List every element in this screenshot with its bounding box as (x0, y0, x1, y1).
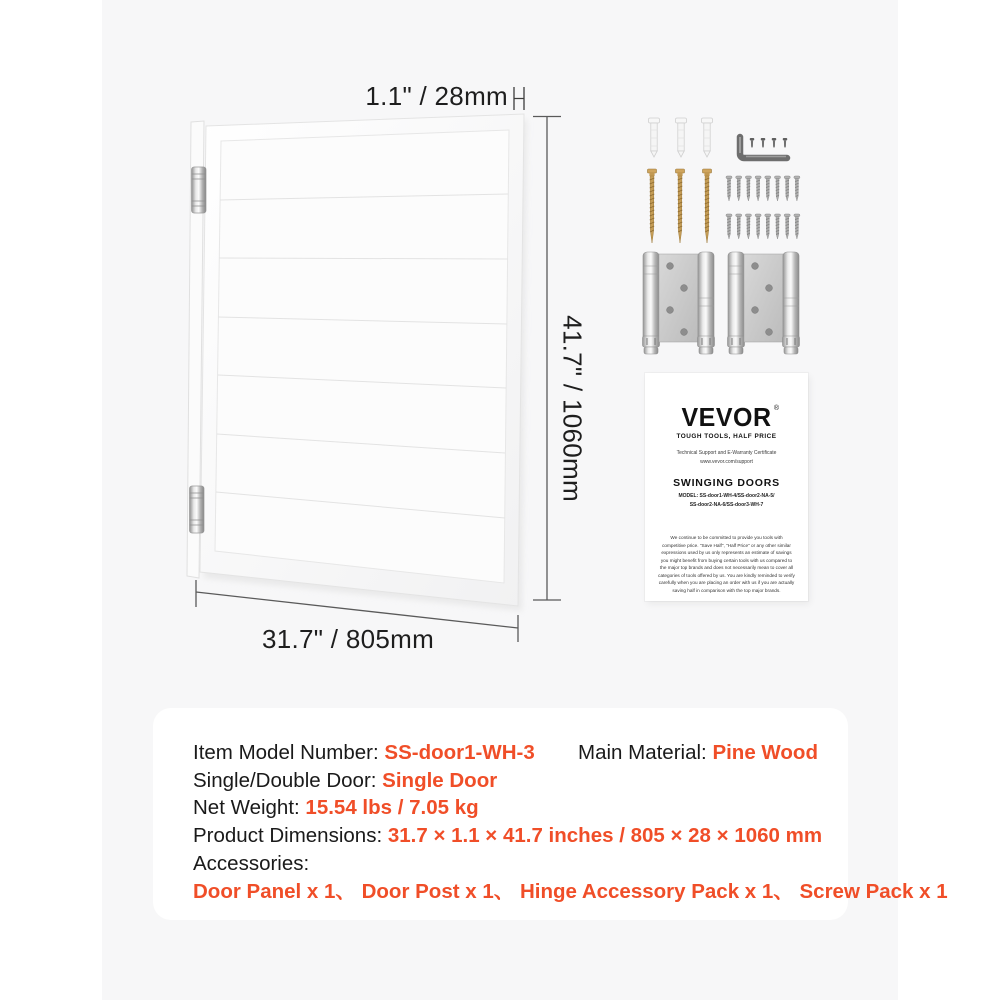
spec-content (193, 739, 948, 905)
hardware-kit (628, 105, 818, 370)
screw-icon (755, 214, 761, 239)
screw-icon (794, 176, 800, 201)
door-hinge-bottom-icon (190, 486, 205, 533)
screw-icon (775, 176, 781, 201)
screw-icon (784, 176, 790, 201)
manual-support-line1: Technical Support and E-Warranty Certificate (676, 450, 777, 456)
door-type-value: Single Door (382, 768, 498, 792)
spec-row-door-type (193, 767, 824, 795)
spec-col-material (578, 739, 818, 767)
small-screw-icon (750, 138, 754, 148)
spec-panel (153, 708, 948, 920)
manual-support-line2: www.vevor.com/support (700, 458, 753, 465)
small-screw-icon (761, 138, 765, 148)
spring-hinge-icon (643, 252, 715, 354)
small-screw-icon (783, 138, 787, 148)
spec-row-model (193, 739, 824, 767)
manual-title: SWINGING DOORS (673, 477, 780, 489)
material-value: Pine Wood (712, 741, 818, 764)
thickness-tick-icon (514, 87, 524, 110)
accessories-label: Accessories: (193, 851, 310, 875)
gold-screw-icon (648, 169, 657, 243)
manual-disclaimer: We continue to be committed to provide you tools with competitive price. "Save Half", "Half Price" or any other similar expressions used by us only represents an estimate of savings you might benefit from buying certain tools with us compared to the major top brands and does not necessarily mean to cover all categories of tools offered by us. You are kindly reminded to verify carefully when you are placing an order with us if you are actually saving half in comparison with the top major brands. (658, 535, 795, 593)
wall-anchor-icon (702, 118, 713, 157)
width-dimension-label: 31.7" / 805mm (261, 624, 435, 654)
gold-screw-icon (703, 169, 712, 243)
screw-icon (755, 176, 761, 201)
spec-row-dimensions (193, 822, 824, 850)
manual-model-line1: MODEL: SS-door1-WH-4/SS-door2-NA-5/ (678, 493, 775, 499)
screw-icon (784, 214, 790, 239)
thickness-dimension-label: 1.1" / 28mm (365, 81, 508, 111)
wall-anchor-icon (649, 118, 660, 157)
spec-row-accessories-value (193, 878, 948, 906)
height-dimension-label: 41.7" / 1060mm (557, 315, 588, 502)
manual-model-line2: SS-door2-NA-6/SS-door3-WH-7 (689, 502, 764, 508)
screw-icon (745, 214, 751, 239)
spec-row-accessories-label (193, 850, 824, 878)
manual-brand-logo: VEVOR ® (681, 403, 780, 433)
item-model-label: Item Model Number: (193, 741, 385, 764)
dimensions-value: 31.7 × 1.1 × 41.7 inches / 805 × 28 × 1060 mm (387, 824, 823, 848)
wall-anchor-icon (676, 118, 687, 157)
accessories-value: Door Panel x 1、 Door Post x 1、 Hinge Accessory Pack x 1、 Screw Pack x 1 (193, 879, 948, 903)
door-hinge-top-icon (192, 167, 207, 213)
screw-icon (736, 214, 742, 239)
door-inner-panel (215, 130, 509, 583)
instruction-manual (645, 373, 808, 601)
registered-mark: ® (773, 404, 780, 412)
weight-value: 15.54 lbs / 7.05 kg (305, 796, 479, 820)
screw-icon (775, 214, 781, 239)
screw-icon (726, 176, 732, 201)
screw-icon (765, 214, 771, 239)
item-model-value: SS-door1-WH-3 (384, 741, 535, 764)
door-illustration (150, 60, 620, 680)
screw-icon (794, 214, 800, 239)
gold-screw-icon (676, 169, 685, 243)
small-screw-icon (772, 138, 776, 148)
screw-icon (736, 176, 742, 201)
screw-icon (765, 176, 771, 201)
screw-icon (726, 214, 732, 239)
screw-icon (745, 176, 751, 201)
spring-hinge-icon (728, 252, 800, 354)
material-label: Main Material: (578, 741, 713, 764)
spec-row-weight (193, 794, 824, 822)
door-type-label: Single/Double Door: (193, 768, 383, 792)
weight-label: Net Weight: (193, 796, 306, 820)
manual-tagline: TOUGH TOOLS, HALF PRICE (676, 433, 777, 440)
dimensions-label: Product Dimensions: (193, 824, 388, 848)
